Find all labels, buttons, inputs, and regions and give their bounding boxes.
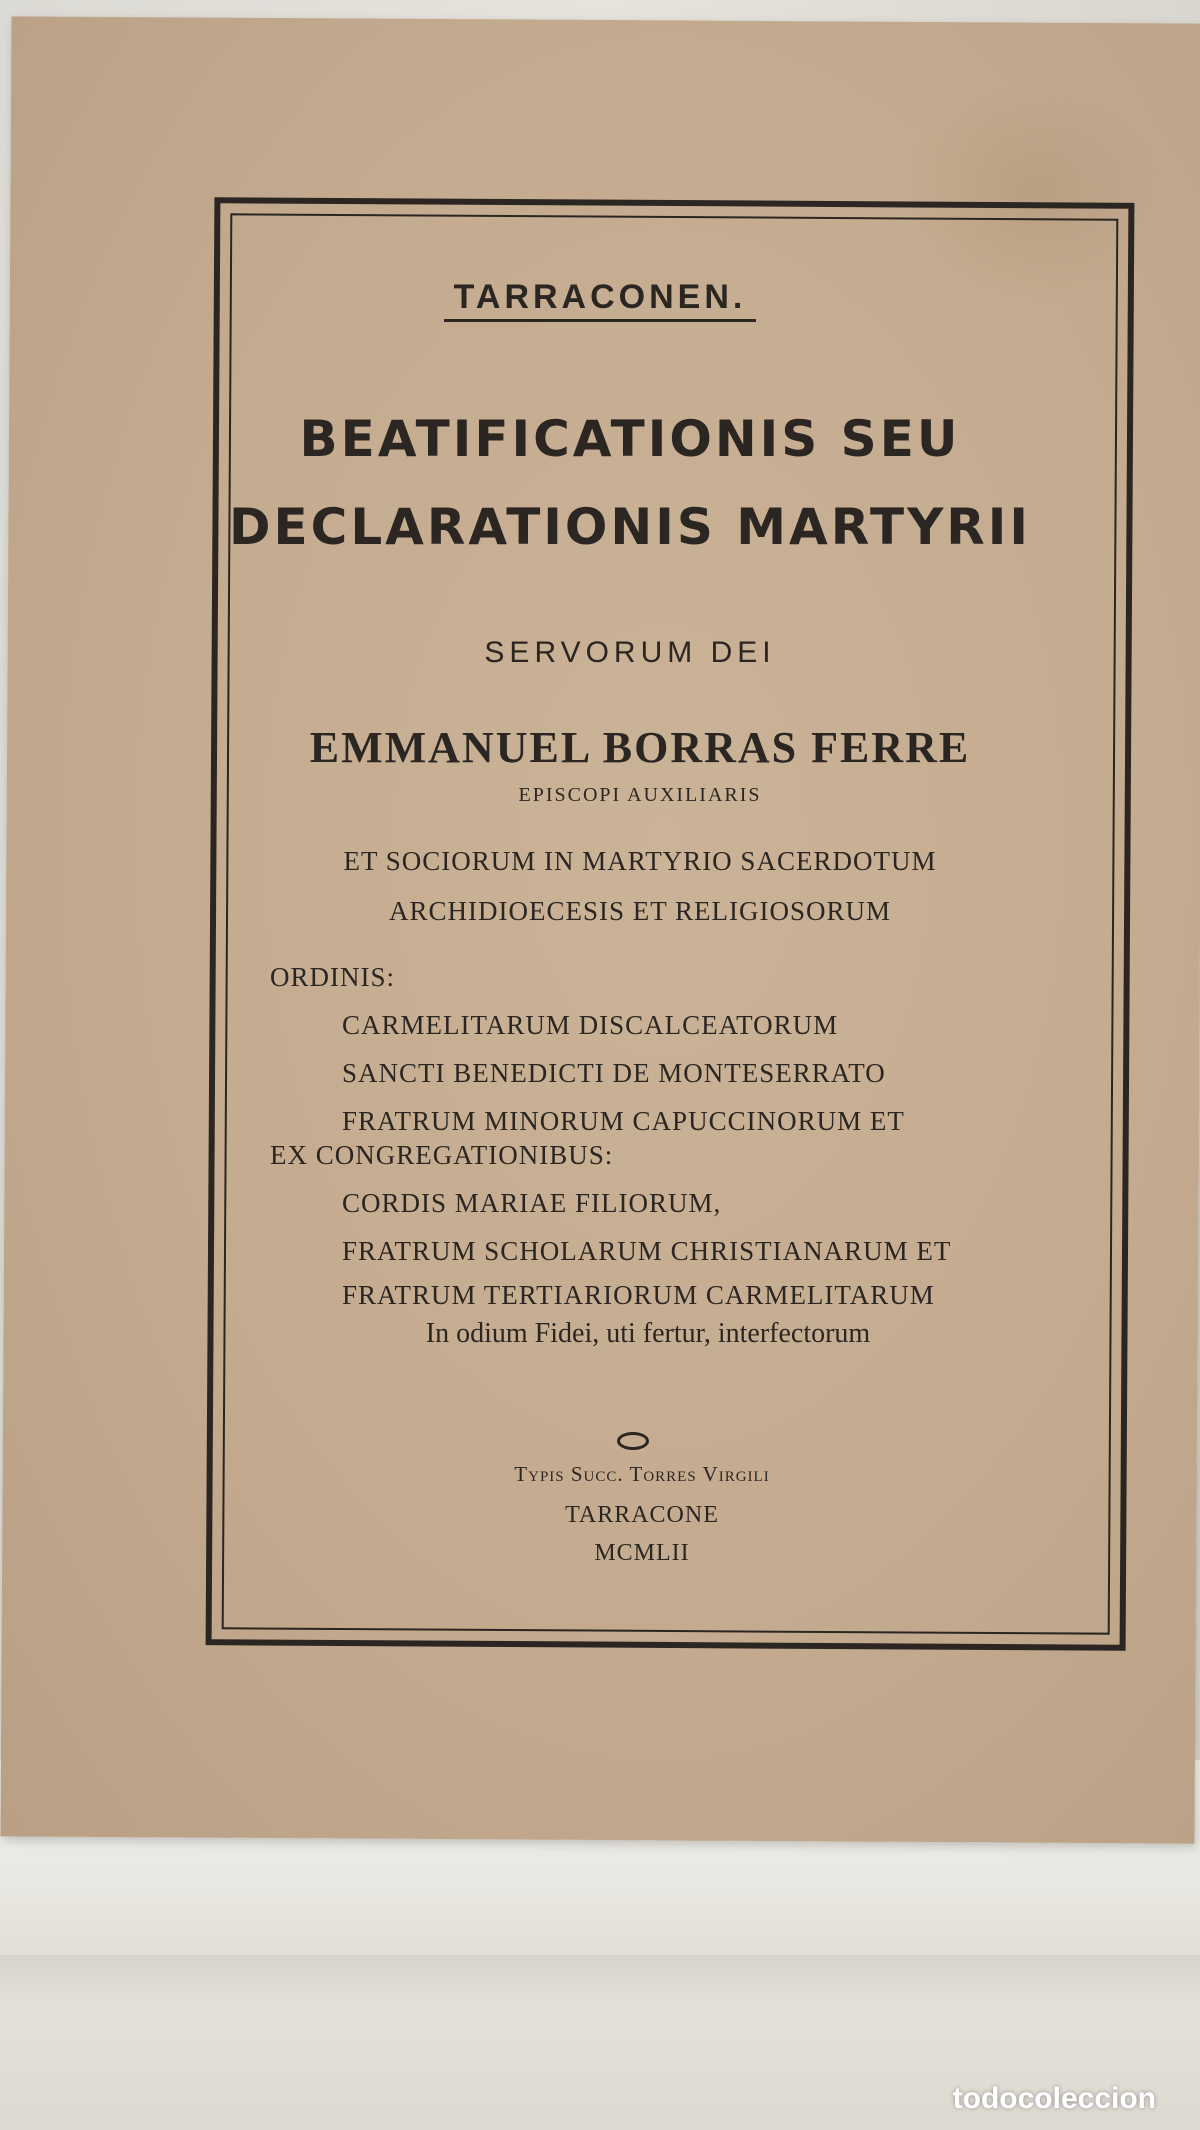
cover-name: EMMANUEL BORRAS FERRE xyxy=(309,723,971,772)
cover-header xyxy=(0,278,1200,317)
ornament-icon xyxy=(617,1432,649,1450)
ordinis-label: ORDINIS: xyxy=(270,962,396,992)
watermark-logo: todocoleccion xyxy=(952,2082,1156,2115)
cover-socii-line-1: ET SOCIORUM IN MARTYRIO SACERDOTUM xyxy=(343,846,937,876)
ordinis-item: FRATRUM MINORUM CAPUCCINORUM ET xyxy=(342,1106,905,1136)
congregationes-label: EX CONGREGATIONIBUS: xyxy=(270,1140,614,1170)
ordinis-item: SANCTI BENEDICTI DE MONTESERRATO xyxy=(342,1058,886,1088)
congregationes-item: FRATRUM TERTIARIORUM CARMELITARUM xyxy=(342,1280,935,1310)
cover-city: TARRACONE xyxy=(565,1502,719,1528)
cover-socii-line-2: ARCHIDIOECESIS ET RELIGIOSORUM xyxy=(388,896,891,926)
cover-odium-line: In odium Fidei, uti fertur, interfectorum xyxy=(425,1318,871,1349)
cover-name-role: EPISCOPI AUXILIARIS xyxy=(518,784,762,806)
cover-title-line-1: BEATIFICATIONIS SEU xyxy=(299,410,961,468)
ordinis-item: CARMELITARUM DISCALCEATORUM xyxy=(342,1010,839,1040)
cover-subtitle: SERVORUM DEI xyxy=(484,636,776,669)
congregationes-item: CORDIS MARIAE FILIORUM, xyxy=(342,1188,722,1218)
cover-imprint: Typis Succ. Torres Virgili xyxy=(514,1462,770,1486)
congregationes-item: FRATRUM SCHOLARUM CHRISTIANARUM ET xyxy=(342,1236,952,1266)
cover-year: MCMLII xyxy=(594,1540,690,1566)
cover-header-text: TARRACONEN. xyxy=(444,278,757,322)
cover-title-line-2: DECLARATIONIS MARTYRII xyxy=(228,498,1032,556)
